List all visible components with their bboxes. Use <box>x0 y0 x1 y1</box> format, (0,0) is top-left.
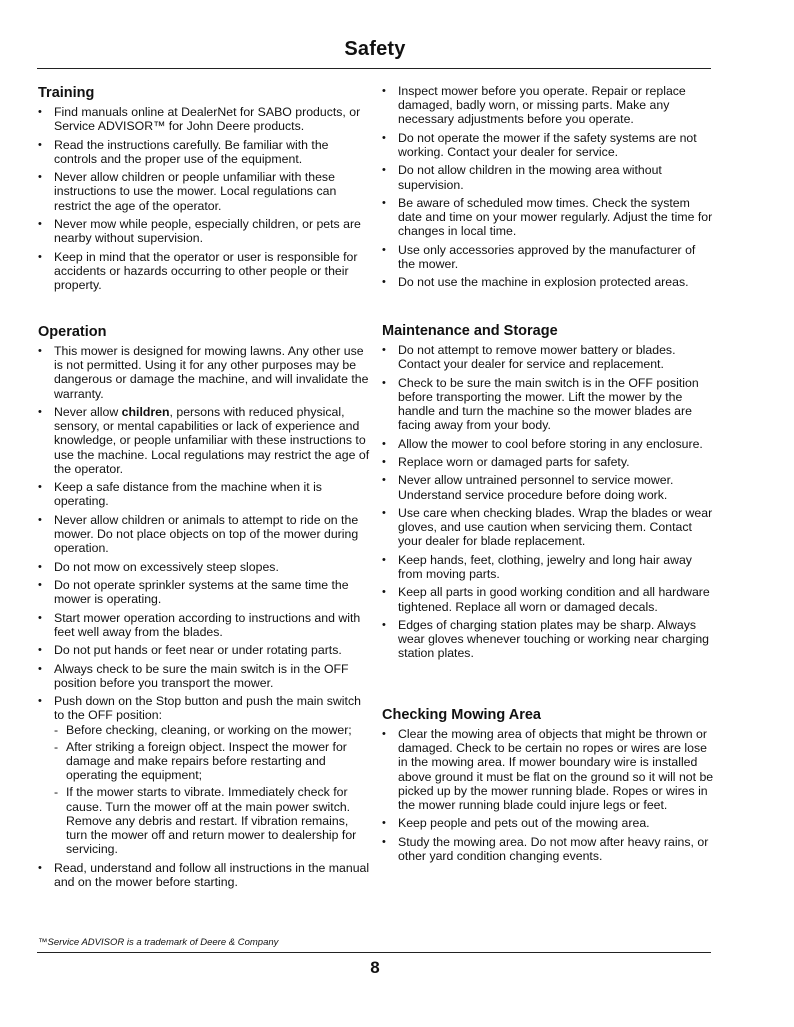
maintenance-list <box>382 343 715 661</box>
list-item: • Do not put hands or feet near or under rotating parts. <box>38 643 371 657</box>
list-item: • Start mower operation according to instructions and with feet well away from the blades. <box>38 611 371 639</box>
operation-list <box>38 344 371 889</box>
operation-heading: Operation <box>38 324 107 340</box>
training-list-continued <box>382 84 715 290</box>
list-item: • This mower is designed for mowing lawns. Any other use is not permitted. Using it for any other purposes may be dangerous or damage the machine, and will invalidate the warranty. <box>38 344 371 401</box>
list-item: • Do not use the machine in explosion protected areas. <box>382 275 715 289</box>
list-item: • Keep in mind that the operator or user is responsible for accidents or hazards occurring to other people or their property. <box>38 250 371 293</box>
training-list <box>38 105 371 292</box>
list-item: • Do not attempt to remove mower battery or blades. Contact your dealer for service and replacement. <box>382 343 715 371</box>
list-item-text: Push down on the Stop button and push the main switch to the OFF position: <box>54 694 361 723</box>
list-item: • Always check to be sure the main switch is in the OFF position before you transport the mower. <box>38 662 371 690</box>
sub-list-item: - Before checking, cleaning, or working on the mower; <box>54 723 371 737</box>
list-item: • Use care when checking blades. Wrap the blades or wear gloves, and use caution when servicing them. Contact your dealer for blade replacement. <box>382 506 715 549</box>
list-item: • Keep all parts in good working condition and all hardware tightened. Replace all worn or damaged decals. <box>382 585 715 613</box>
list-item: • Be aware of scheduled mow times. Check the system date and time on your mower regularly. Adjust the time for changes in local time. <box>382 196 715 239</box>
training-section <box>38 84 371 296</box>
sub-list <box>54 723 371 857</box>
list-item: • Read the instructions carefully. Be familiar with the controls and the proper use of the equipment. <box>38 138 371 166</box>
sub-list-item: - After striking a foreign object. Inspect the mower for damage and make repairs before restarting and operating the equipment; <box>54 740 371 783</box>
page-title: Safety <box>344 38 406 60</box>
list-item-emphasis: children <box>121 405 170 419</box>
list-item: • Do not allow children in the mowing area without supervision. <box>382 163 715 191</box>
list-item: • Keep people and pets out of the mowing area. <box>382 816 715 830</box>
training-heading: Training <box>38 85 95 101</box>
checking-section <box>382 706 715 867</box>
list-item: • Do not mow on excessively steep slopes. <box>38 560 371 574</box>
maintenance-heading: Maintenance and Storage <box>382 323 558 339</box>
list-item: • Replace worn or damaged parts for safety. <box>382 455 715 469</box>
list-item: • Study the mowing area. Do not mow after heavy rains, or other yard condition changing events. <box>382 835 715 863</box>
list-item: • Clear the mowing area of objects that might be thrown or damaged. Check to be certain no ropes or wires are lose in the mowing area. If mower boundary wire is installed above ground it must be flat on the ground so it will not be picked up by the mower running blade. Ropes or wires in the mower running blade could injure legs or feet. <box>382 727 715 812</box>
list-item: • Edges of charging station plates may be sharp. Always wear gloves whenever touching or working near charging station plates. <box>382 618 715 661</box>
list-item: • Keep a safe distance from the machine when it is operating. <box>38 480 371 508</box>
list-item: • Read, understand and follow all instructions in the manual and on the mower before starting. <box>38 861 371 889</box>
maintenance-section <box>382 322 715 665</box>
list-item: • Use only accessories approved by the manufacturer of the mower. <box>382 243 715 271</box>
list-item: • Allow the mower to cool before storing in any enclosure. <box>382 437 715 451</box>
top-rule <box>37 68 711 69</box>
checking-list <box>382 727 715 863</box>
list-item <box>38 694 371 856</box>
list-item: • Do not operate sprinkler systems at the same time the mower is operating. <box>38 578 371 606</box>
bottom-rule <box>37 952 711 953</box>
list-item: • Check to be sure the main switch is in the OFF position before transporting the mower. Lift the mower by the handle and turn the machine so the mower blades are facing away from your body. <box>382 376 715 433</box>
list-item: • Never allow untrained personnel to service mower. Understand service procedure before doing work. <box>382 473 715 501</box>
sub-list-item: - If the mower starts to vibrate. Immediately check for cause. Turn the mower off at the main power switch. Remove any debris and restart. If vibration remains, turn the mower off and return mower to dealership for servicing. <box>54 785 371 856</box>
list-item: • Find manuals online at DealerNet for SABO products, or Service ADVISOR™ for John Deere products. <box>38 105 371 133</box>
operation-section <box>38 323 371 893</box>
list-item-text: , persons with reduced physical, sensory, or mental capabilities or lack of experience and knowledge, or people unfamiliar with these instructions to use the machine. Local regulations may restrict the age of the operator. <box>54 405 370 476</box>
page-number: 8 <box>370 958 380 977</box>
checking-heading: Checking Mowing Area <box>382 707 541 723</box>
training-section-continued <box>382 84 715 294</box>
list-item <box>38 405 371 476</box>
list-item: • Never mow while people, especially children, or pets are nearby without supervision. <box>38 217 371 245</box>
list-item: • Keep hands, feet, clothing, jewelry and long hair away from moving parts. <box>382 553 715 581</box>
list-item-text: Never allow <box>54 405 122 419</box>
list-item: • Do not operate the mower if the safety systems are not working. Contact your dealer for service. <box>382 131 715 159</box>
trademark-footnote: ™Service ADVISOR is a trademark of Deere & Company <box>38 937 279 948</box>
list-item: • Never allow children or animals to attempt to ride on the mower. Do not place objects on top of the mower during operation. <box>38 513 371 556</box>
list-item: • Never allow children or people unfamiliar with these instructions to use the mower. Local regulations can restrict the age of the operator. <box>38 170 371 213</box>
list-item: • Inspect mower before you operate. Repair or replace damaged, badly worn, or missing parts. Make any necessary adjustments before you operate. <box>382 84 715 127</box>
